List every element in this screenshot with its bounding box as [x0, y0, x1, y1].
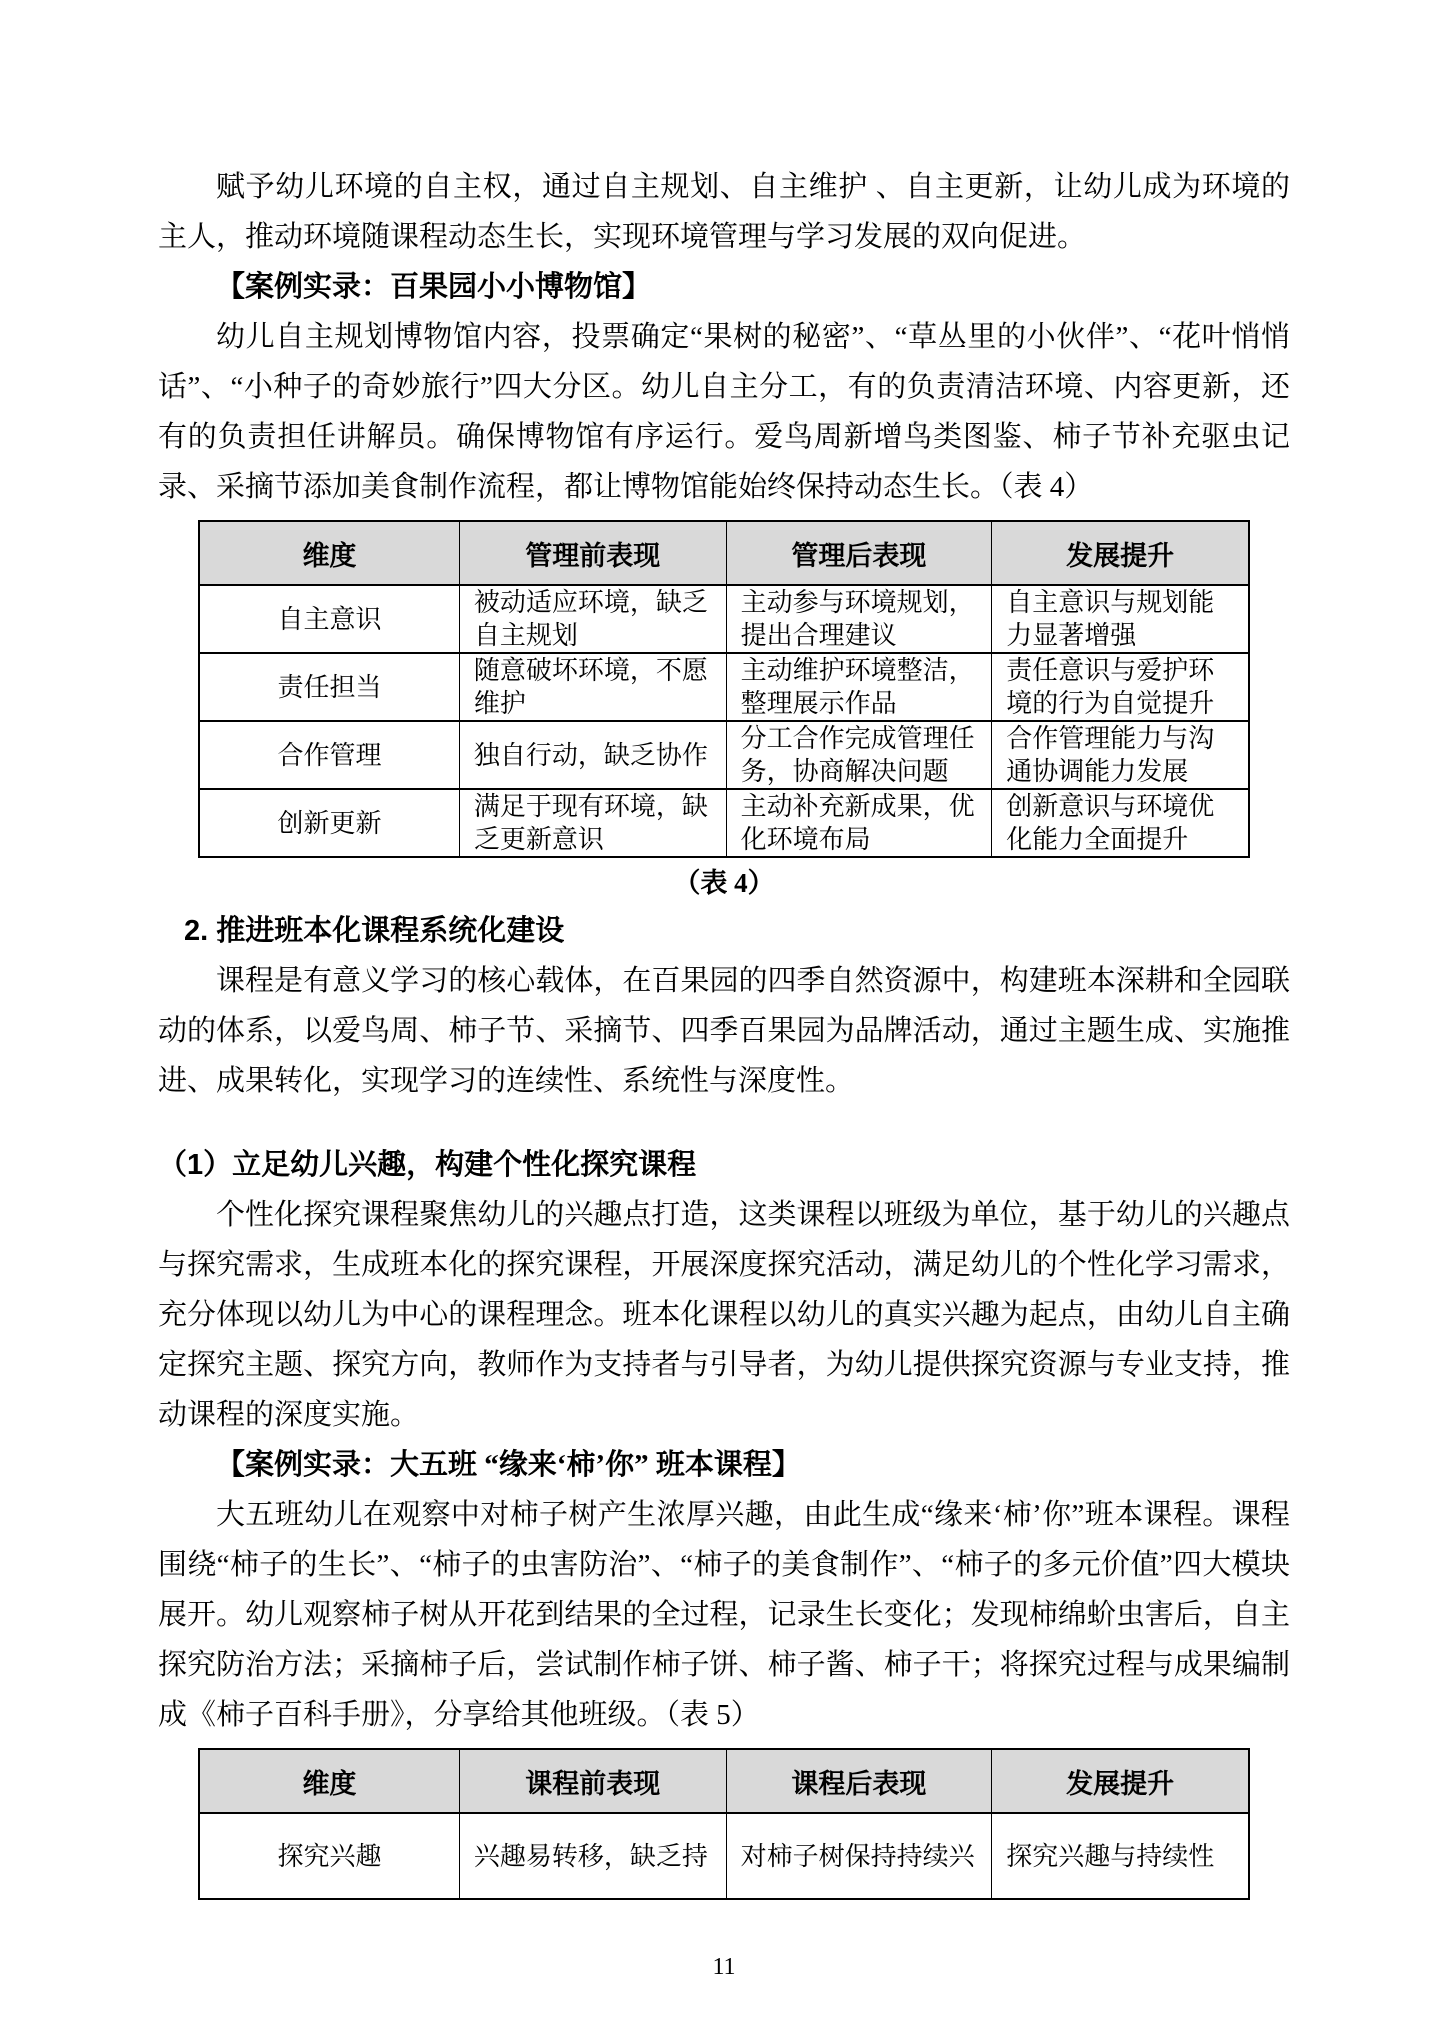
column-header: 维度: [199, 521, 459, 585]
table-4-caption: （表 4）: [673, 868, 775, 898]
table-header-row: [199, 521, 1249, 585]
column-header: 发展提升: [992, 521, 1249, 585]
page-number: 11: [712, 1954, 736, 1980]
table-cell: 主动参与环境规划，提出合理建议: [726, 585, 992, 653]
table-cell: 随意破坏环境，不愿维护: [459, 653, 726, 721]
paragraph-personalized-course: 个性化探究课程聚焦幼儿的兴趣点打造，这类课程以班级为单位，基于幼儿的兴趣点与探究需求，生成班本化的探究课程，开展深度探究活动，满足幼儿的个性化学习需求，充分体现以幼儿为中心的课程理念。班本化课程以幼儿的真实兴趣为起点，由幼儿自主确定探究主题、探究方向，教师作为支持者与引导者，为幼儿提供探究资源与专业支持，推动课程的深度实施。: [158, 1199, 1290, 1431]
table-header-row: [199, 1749, 1249, 1813]
column-header: 维度: [199, 1749, 459, 1813]
column-header: 课程后表现: [726, 1749, 992, 1813]
table-row: [199, 721, 1249, 789]
dimension-cell: 创新更新: [199, 789, 459, 857]
table-cell: 主动维护环境整洁，整理展示作品: [726, 653, 992, 721]
column-header: 课程前表现: [459, 1749, 726, 1813]
table-cell: 探究兴趣与持续性: [992, 1813, 1249, 1899]
table-cell: 被动适应环境，缺乏自主规划: [459, 585, 726, 653]
table-cell: 合作管理能力与沟通协调能力发展: [992, 721, 1249, 789]
column-header: 管理前表现: [459, 521, 726, 585]
dimension-cell: 责任担当: [199, 653, 459, 721]
table-row: [199, 789, 1249, 857]
paragraph-museum-case: 幼儿自主规划博物馆内容，投票确定“果树的秘密”、“草丛里的小伙伴”、“花叶悄悄话”、“小种子的奇妙旅行”四大分区。幼儿自主分工，有的负责清洁环境、内容更新，还有的负责担任讲解员。确保博物馆有序运行。爱鸟周新增鸟类图鉴、柿子节补充驱虫记录、采摘节添加美食制作流程，都让博物馆能始终保持动态生长。（表 4）: [158, 321, 1290, 503]
table-cell: 创新意识与环境优化能力全面提升: [992, 789, 1249, 857]
column-header: 发展提升: [992, 1749, 1249, 1813]
table-cell: 责任意识与爱护环境的行为自觉提升: [992, 653, 1249, 721]
subsection-heading-interest: （1）立足幼儿兴趣，构建个性化探究课程: [158, 1149, 697, 1181]
case-title-museum: 【案例实录：百果园小小博物馆】: [216, 271, 652, 303]
table-cell: 兴趣易转移，缺乏持: [459, 1813, 726, 1899]
paragraph-persimmon-case: 大五班幼儿在观察中对柿子树产生浓厚兴趣，由此生成“缘来‘柿’你”班本课程。课程围绕“柿子的生长”、“柿子的虫害防治”、“柿子的美食制作”、“柿子的多元价值”四大模块展开。幼儿观察柿子树从开花到结果的全过程，记录生长变化；发现柿绵蚧虫害后，自主探究防治方法；采摘柿子后，尝试制作柿子饼、柿子酱、柿子干；将探究过程与成果编制成《柿子百科手册》，分享给其他班级。（表 5）: [158, 1499, 1290, 1731]
dimension-cell: 合作管理: [199, 721, 459, 789]
table-4-management: [198, 520, 1250, 858]
table-row: [199, 653, 1249, 721]
table-cell: 主动补充新成果，优化环境布局: [726, 789, 992, 857]
table-row: [199, 1813, 1249, 1899]
table-cell: 满足于现有环境，缺乏更新意识: [459, 789, 726, 857]
section-heading-curriculum: 2. 推进班本化课程系统化建设: [184, 915, 565, 947]
table-cell: 独自行动，缺乏协作: [459, 721, 726, 789]
table-row: [199, 585, 1249, 653]
case-title-persimmon: 【案例实录：大五班 “缘来‘柿’你” 班本课程】: [216, 1449, 801, 1481]
table-cell: 分工合作完成管理任务，协商解决问题: [726, 721, 992, 789]
table-5-course: [198, 1748, 1250, 1900]
table-cell: 自主意识与规划能力显著增强: [992, 585, 1249, 653]
dimension-cell: 自主意识: [199, 585, 459, 653]
table-cell: 对柿子树保持持续兴: [726, 1813, 992, 1899]
dimension-cell: 探究兴趣: [199, 1813, 459, 1899]
paragraph-environment-autonomy: 赋予幼儿环境的自主权，通过自主规划、自主维护 、自主更新，让幼儿成为环境的主人，推动环境随课程动态生长，实现环境管理与学习发展的双向促进。: [158, 171, 1290, 253]
paragraph-curriculum-system: 课程是有意义学习的核心载体，在百果园的四季自然资源中，构建班本深耕和全园联动的体系，以爱鸟周、柿子节、采摘节、四季百果园为品牌活动，通过主题生成、实施推进、成果转化，实现学习的连续性、系统性与深度性。: [158, 965, 1290, 1097]
column-header: 管理后表现: [726, 521, 992, 585]
